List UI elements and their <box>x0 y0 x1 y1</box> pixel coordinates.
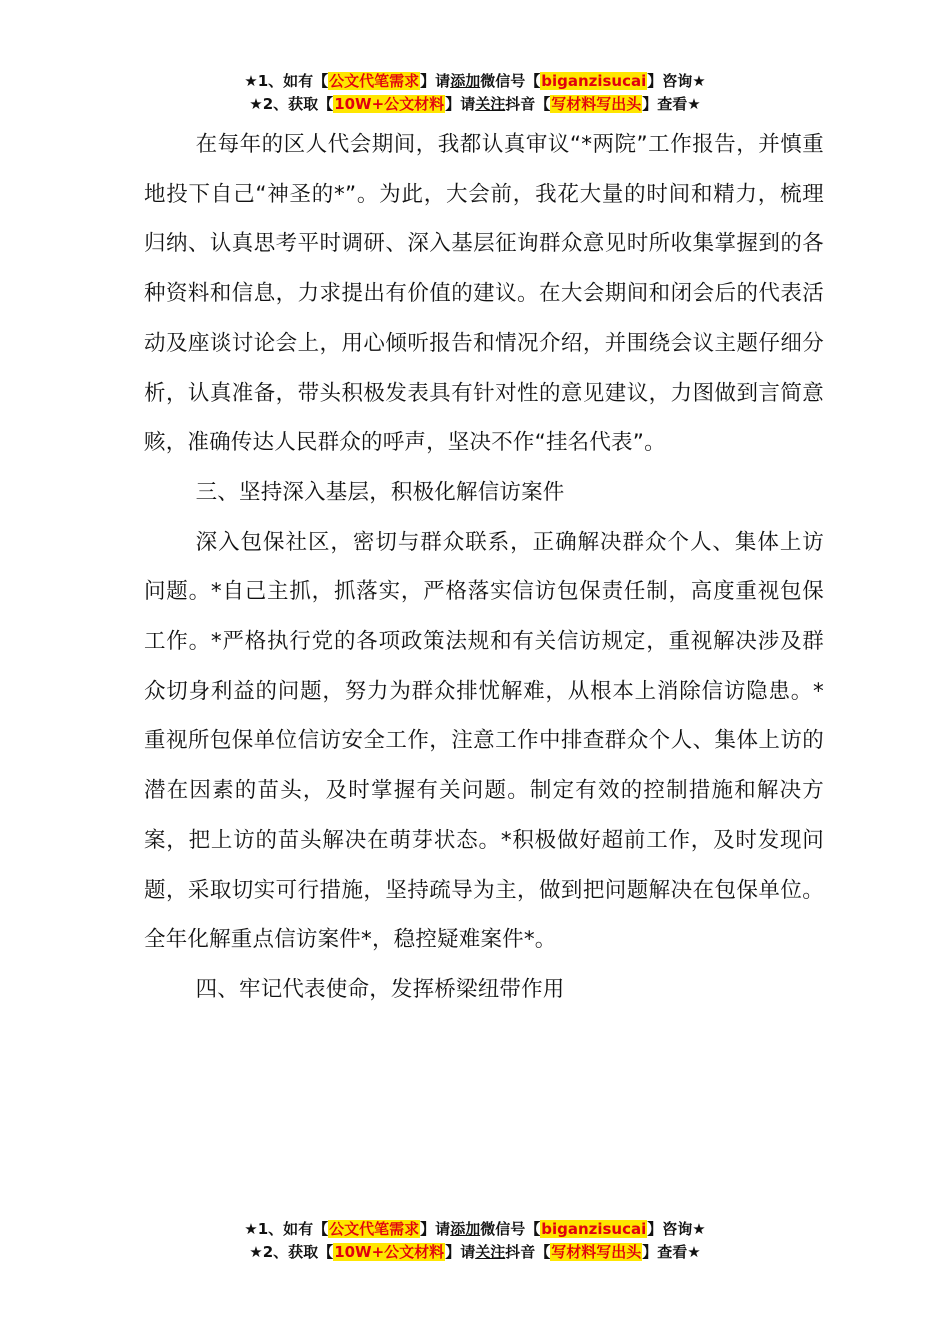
promo-douyin-name: 写材料写出头 <box>551 95 642 113</box>
document-body <box>144 120 824 1015</box>
header-promo-banner <box>0 70 950 116</box>
promo-highlight: 公文代笔需求 <box>329 72 420 90</box>
promo-highlight: 10W+公文材料 <box>334 95 445 113</box>
footer-promo-banner <box>0 1218 950 1264</box>
promo-wechat-id: biganzisucai <box>541 72 647 90</box>
body-paragraph: 在每年的区人代会期间，我都认真审议“*两院”工作报告，并慎重地投下自己“神圣的*”。为此，大会前，我花大量的时间和精力，梳理归纳、认真思考平时调研、深入基层征询群众意见时所收集掌握到的各种资料和信息，力求提出有价值的建议。在大会期间和闭会后的代表活动及座谈讨论会上，用心倾听报告和情况介绍，并围绕会议主题仔细分析，认真准备，带头积极发表具有针对性的意见建议，力图做到言简意赅，准确传达人民群众的呼声，坚决不作“挂名代表”。 <box>144 132 824 456</box>
section-heading: 四、牢记代表使命，发挥桥梁纽带作用 <box>195 976 565 1002</box>
promo-line-2: ★2、获取【10W+公文材料】请关注抖音【写材料写出头】查看★ <box>249 95 701 113</box>
body-paragraph: 深入包保社区，密切与群众联系，正确解决群众个人、集体上访问题。*自己主抓，抓落实，严格落实信访包保责任制，高度重视包保工作。*严格执行党的各项政策法规和有关信访规定，重视解决涉及群众切身利益的问题，努力为群众排忧解难，从根本上消除信访隐患。*重视所包保单位信访安全工作，注意工作中排查群众个人、集体上访的潜在因素的苗头，及时掌握有关问题。制定有效的控制措施和解决方案，把上访的苗头解决在萌芽状态。*积极做好超前工作，及时发现问题，采取切实可行措施，坚持疏导为主，做到把问题解决在包保单位。全年化解重点信访案件*，稳控疑难案件*。 <box>144 529 824 953</box>
promo-line-2: ★2、获取【10W+公文材料】请关注抖音【写材料写出头】查看★ <box>249 1243 701 1261</box>
section-heading: 三、坚持深入基层，积极化解信访案件 <box>195 479 565 505</box>
promo-highlight: 10W+公文材料 <box>334 1243 445 1261</box>
promo-wechat-id: biganzisucai <box>541 1220 647 1238</box>
promo-line-1: ★1、如有【公文代笔需求】请添加微信号【biganzisucai】咨询★ <box>244 72 706 90</box>
promo-line-1: ★1、如有【公文代笔需求】请添加微信号【biganzisucai】咨询★ <box>244 1220 706 1238</box>
promo-douyin-name: 写材料写出头 <box>551 1243 642 1261</box>
promo-highlight: 公文代笔需求 <box>329 1220 420 1238</box>
